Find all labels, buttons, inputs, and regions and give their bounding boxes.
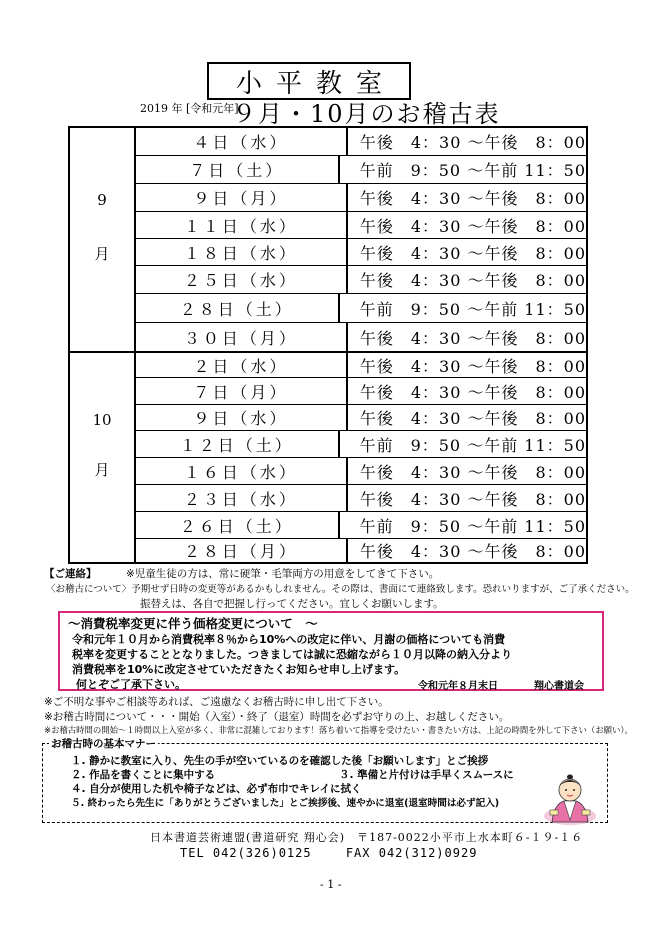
- date-cell: ９日（月）: [136, 184, 348, 211]
- manners-box: [42, 738, 608, 823]
- tax-notice-line: 何とぞご了承下さい。: [76, 678, 186, 691]
- manner-item: １. 静かに教室に入り、先生の手が空いているのを確認した後「お願いします」とご挨拶: [71, 755, 489, 767]
- time-cell: 午後 4：30 〜午後 8：00: [359, 243, 586, 263]
- makeup-note: 振替えは、各自で把握し行ってください。宜しくお願いします。: [140, 598, 444, 610]
- table-row: [136, 458, 586, 485]
- table-row: [136, 294, 586, 323]
- table-row: [136, 431, 586, 458]
- tax-notice-signer: 翔心書道会: [534, 681, 584, 692]
- manner-item: ４. 自分が使用した机や椅子などは、必ず布巾でキレイに拭く: [71, 783, 362, 795]
- table-row: [136, 128, 586, 156]
- manner-item: ５. 終わったら先生に「ありがとうございました」とご挨拶後、速やかに退室(退室時間は必ず記入): [71, 798, 500, 809]
- table-row: [136, 266, 586, 294]
- manners-title: お稽古時の基本マナー: [51, 738, 156, 750]
- table-row: [136, 239, 586, 266]
- month-char: 月: [94, 461, 110, 479]
- date-cell: ２５日（水）: [136, 266, 348, 293]
- date-cell: ９日（水）: [136, 405, 348, 430]
- time-rule-note: ※お稽古時間について・・・開始（入室）・終了（退室）時間を必ずお守りの上、お越しください。: [44, 711, 510, 723]
- date-cell: ７日（土）: [136, 156, 340, 183]
- date-cell: ２８日（月）: [136, 539, 348, 562]
- tax-notice-date: 令和元年８月末日: [418, 681, 498, 692]
- time-cell: 午後 4：30 〜午後 8：00: [359, 542, 586, 561]
- time-cell: 午後 4：30 〜午後 8：00: [359, 356, 586, 376]
- table-row: [136, 184, 586, 212]
- month-cell-september: [70, 128, 136, 351]
- table-row: [136, 378, 586, 405]
- table-row: [136, 156, 586, 184]
- month-cell-october: [70, 353, 136, 562]
- date-cell: ２３日（水）: [136, 485, 348, 511]
- manner-item: ２. 作品を書くことに集中する: [71, 769, 216, 781]
- time-cell: 午前 9：50 〜午前 11：50: [359, 435, 586, 455]
- time-cell: 午後 4：30 〜午後 8：00: [359, 489, 586, 509]
- student-illustration-icon: [540, 770, 600, 828]
- september-rows: [136, 128, 586, 351]
- table-row: [136, 405, 586, 431]
- time-cell: 午後 4：30 〜午後 8：00: [359, 133, 586, 152]
- month-char: 月: [94, 245, 110, 263]
- date-cell: ２日（水）: [136, 353, 348, 377]
- date-cell: １１日（水）: [136, 212, 348, 238]
- date-cell: ２８日（土）: [136, 294, 340, 322]
- contact-label: 【ご連絡】: [44, 568, 97, 580]
- table-row: [136, 485, 586, 512]
- time-cell: 午前 9：50 〜午前 11：50: [359, 299, 586, 319]
- tax-notice-line: 税率を変更することとなりました。つきましては誠に恐縮ながら１０月以降の納入分より: [72, 648, 512, 661]
- date-cell: １８日（水）: [136, 239, 348, 265]
- table-row: [136, 353, 586, 378]
- tax-notice-line: 令和元年１０月から消費税率８％から10%への改定に伴い、月謝の価格についても消費: [72, 633, 506, 646]
- time-cell: 午後 4：30 〜午後 8：00: [359, 462, 586, 482]
- tax-notice-line: 消費税率を10%に改定させていただきたくお知らせ申し上げます。: [72, 663, 406, 676]
- schedule-table: [68, 126, 588, 564]
- month-number: 10: [92, 411, 112, 429]
- date-cell: ４日（水）: [136, 128, 348, 155]
- time-cell: 午後 4：30 〜午後 8：00: [359, 382, 586, 402]
- table-row: [136, 512, 586, 539]
- table-row: [136, 323, 586, 351]
- table-row: [136, 212, 586, 239]
- schedule-note: 〈お稽古について〉予期せず日時の変更等があるかもしれません。その際は、書面にて連絡致します。恐れいりますが、ご了承ください。: [46, 584, 635, 595]
- year-label: 2019 年 [令和元年]: [140, 102, 239, 115]
- date-cell: ７日（月）: [136, 378, 348, 404]
- date-cell: １６日（水）: [136, 458, 348, 484]
- page-number: - 1 -: [320, 878, 342, 891]
- time-cell: 午後 4：30 〜午後 8：00: [359, 328, 586, 348]
- time-cell: 午前 9：50 〜午前 11：50: [359, 516, 586, 536]
- month-number: 9: [97, 191, 107, 209]
- page-subtitle: ９月・10月のお稽古表: [232, 100, 501, 128]
- inquiry-note: ※ご不明な事やご相談等あれば、ご遠慮なくお稽古時に申し出て下さい。: [44, 696, 389, 708]
- contact-text: ※児童生徒の方は、常に硬筆・毛筆両方の用意をしてきて下さい。: [126, 568, 440, 580]
- tax-notice-heading: 〜消費税率変更に伴う価格変更について 〜: [68, 616, 318, 631]
- footer-contact: TEL 042(326)0125 FAX 042(312)0929: [180, 846, 478, 860]
- crowding-note: ※お稽古時間の開始〜１時間以上入室が多く、非常に混雑しております！落ち着いて指導を受けたい・書きたい方は、上記の時間を外して下さい（お願い）。: [44, 725, 633, 735]
- time-cell: 午後 4：30 〜午後 8：00: [359, 271, 586, 290]
- tax-notice-box: [58, 611, 604, 691]
- table-row: [136, 539, 586, 562]
- time-cell: 午後 4：30 〜午後 8：00: [359, 409, 586, 428]
- date-cell: ３０日（月）: [136, 323, 348, 351]
- time-cell: 午前 9：50 〜午前 11：50: [359, 161, 586, 180]
- page-title: 小平教室: [235, 68, 396, 99]
- manner-item: ３. 準備と片付けは手早くスムースに: [339, 769, 514, 781]
- time-cell: 午後 4：30 〜午後 8：00: [359, 216, 586, 236]
- date-cell: １２日（土）: [136, 431, 340, 457]
- footer-organization: 日本書道芸術連盟(書道研究 翔心会) 〒187-0022小平市上水本町６-１９-１６: [150, 831, 584, 844]
- date-cell: ２６日（土）: [136, 512, 340, 538]
- october-rows: [136, 353, 586, 562]
- time-cell: 午後 4：30 〜午後 8：00: [359, 189, 586, 208]
